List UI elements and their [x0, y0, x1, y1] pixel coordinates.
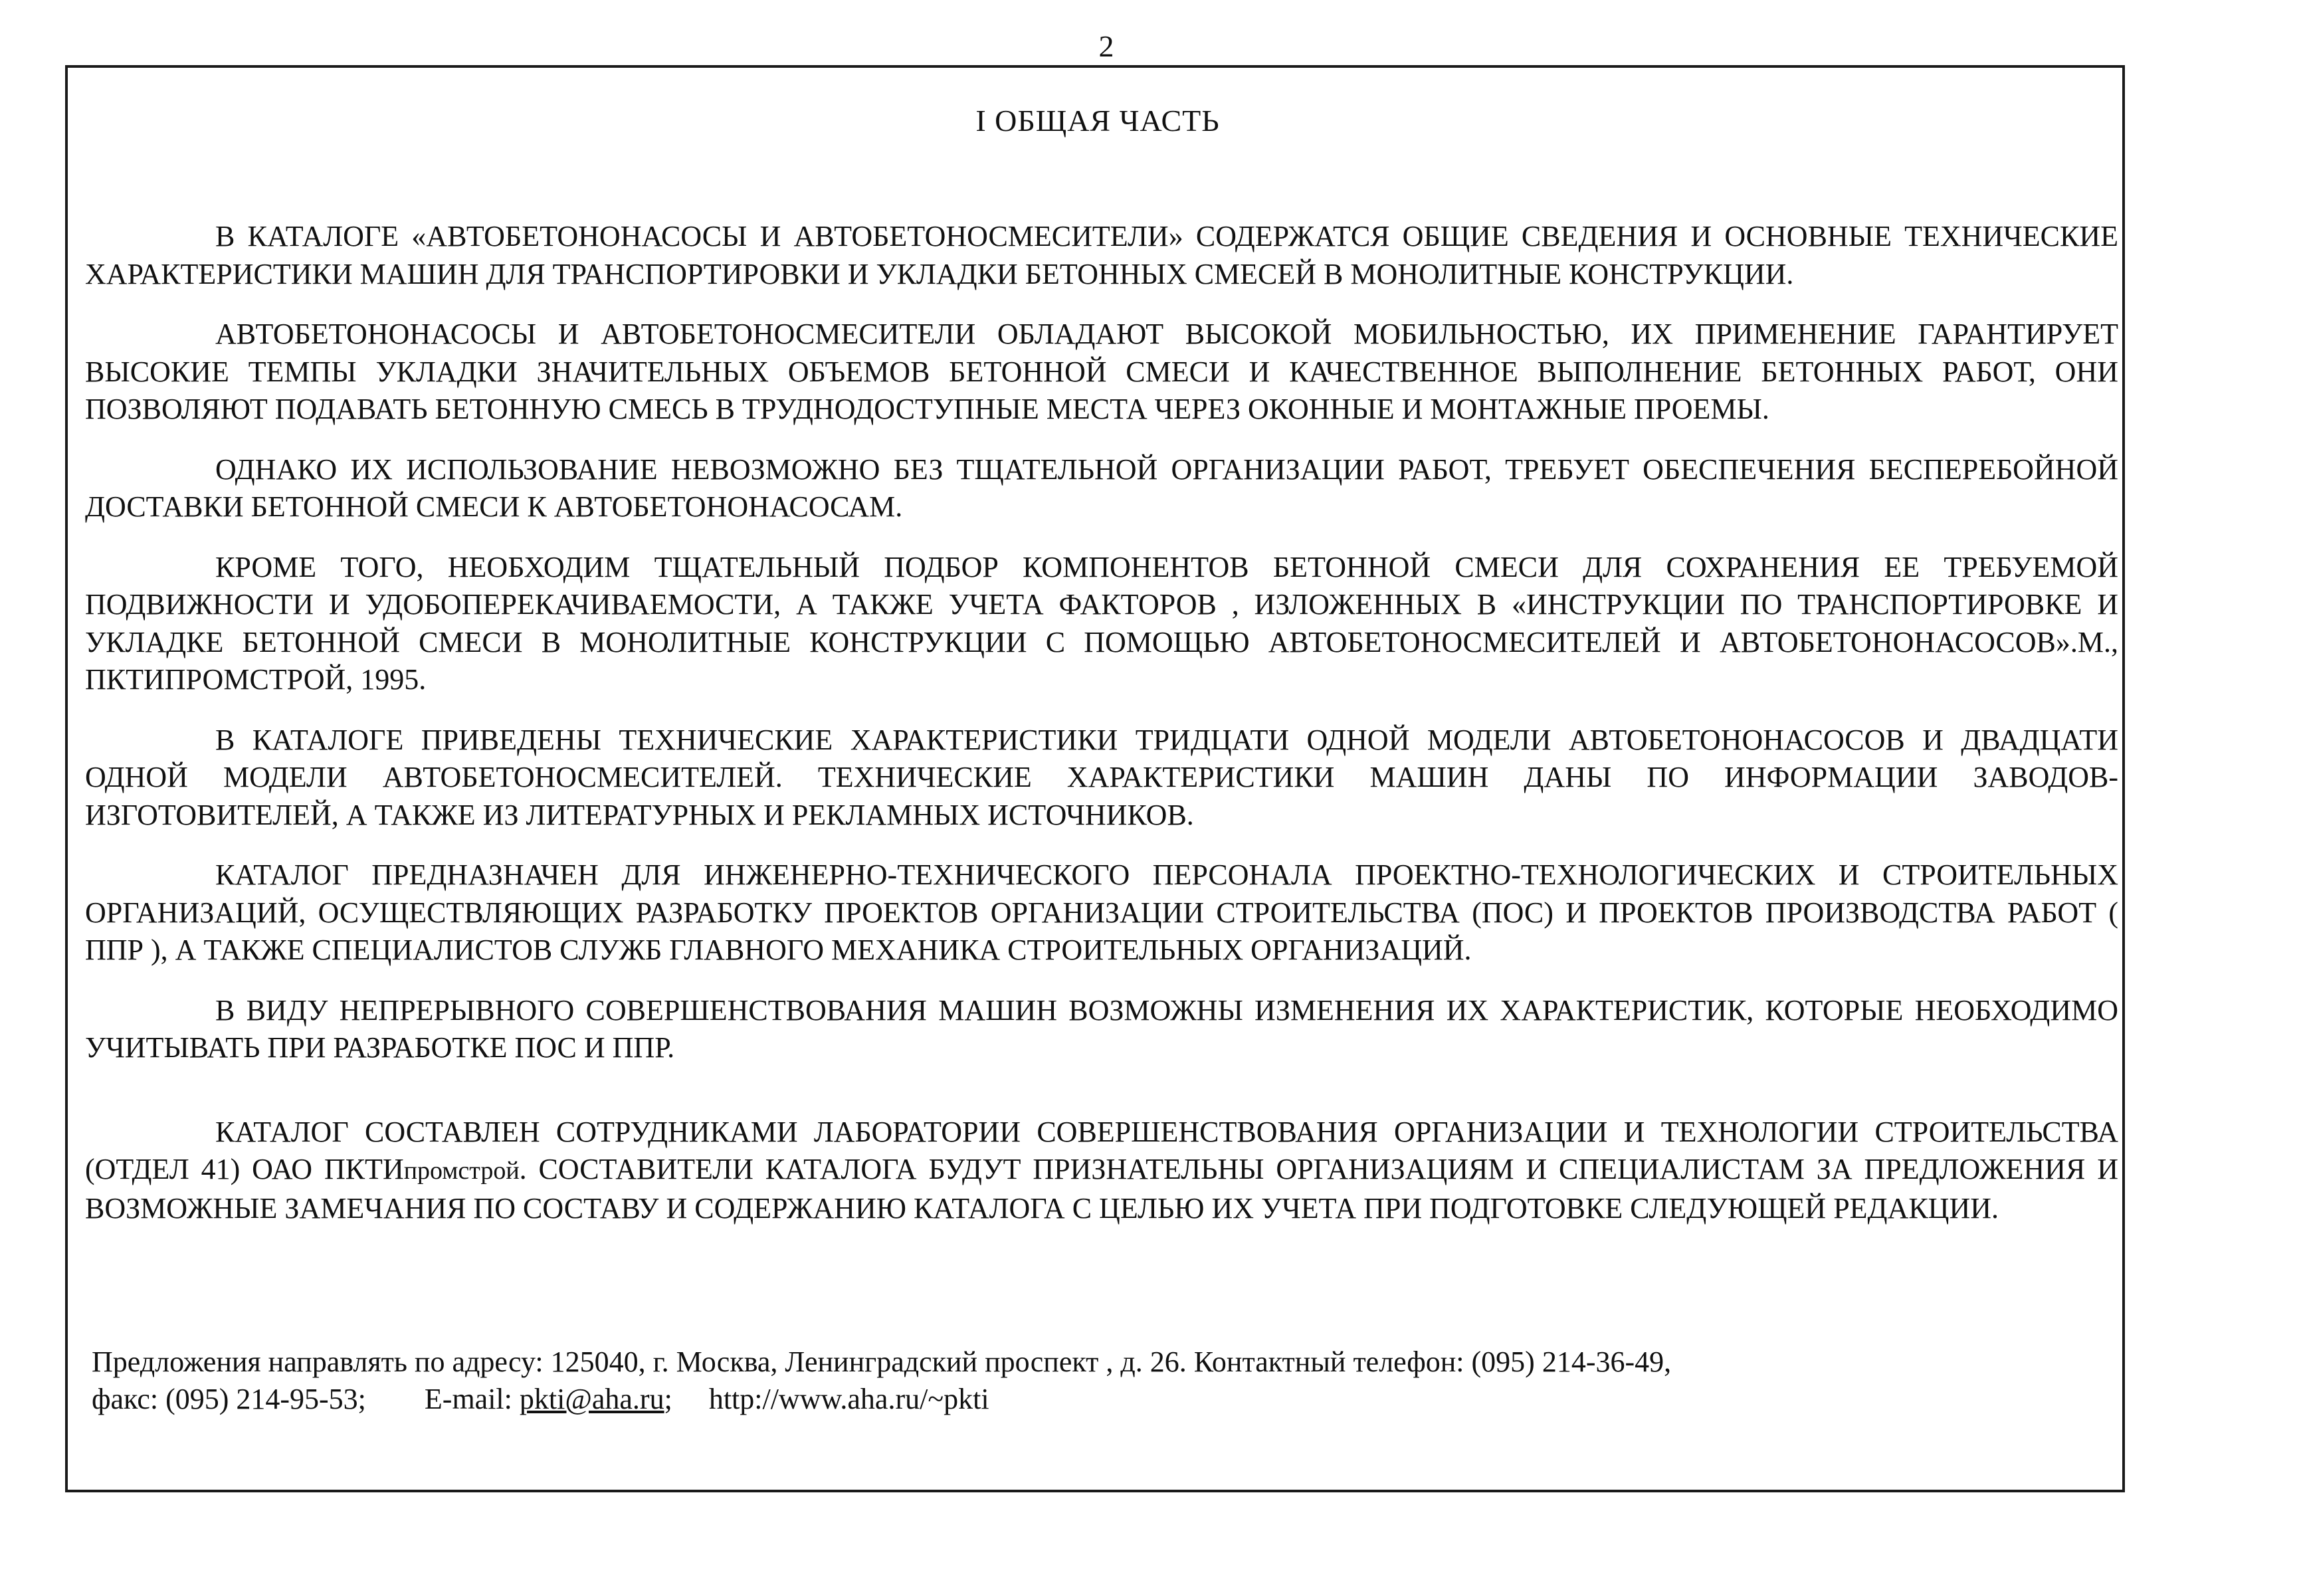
compilers-text-end: . СОСТАВИТЕЛИ КАТАЛОГА БУДУТ ПРИЗНАТЕЛЬНЫ ОРГАНИЗАЦИЯМ И СПЕЦИАЛИСТАМ ЗА ПРЕДЛОЖЕНИЯ И ВОЗМОЖНЫЕ ЗАМЕЧАНИЯ ПО СОСТАВУ И СОДЕРЖАНИЮ КАТАЛОГА С ЦЕЛЬЮ ИХ УЧЕТА ПРИ ПОДГОТОВКЕ СЛЕДУЮЩЕЙ РЕДАКЦИИ. — [85, 1153, 2118, 1225]
contact-email-separator: ; — [664, 1383, 672, 1415]
contact-email-link[interactable]: pkti@aha.ru — [519, 1383, 664, 1415]
compilers-text-start: КАТАЛОГ СОСТАВЛЕН СОТРУДНИКАМИ ЛАБОРАТОРИИ СОВЕРШЕНСТВОВАНИЯ ОРГАНИЗАЦИИ И ТЕХНОЛОГИИ СТРОИТЕЛЬСТВА (ОТДЕЛ 41) ОАО ПКТИ — [85, 1115, 2118, 1185]
page-frame — [65, 65, 2125, 1492]
contact-fax: факс: (095) 214-95-53; — [92, 1383, 366, 1415]
paragraph-catalog-contents: В КАТАЛОГЕ «АВТОБЕТОНОНАСОСЫ И АВТОБЕТОНОСМЕСИТЕЛИ» СОДЕРЖАТСЯ ОБЩИЕ СВЕДЕНИЯ И ОСНОВНЫЕ ТЕХНИЧЕСКИЕ ХАРАКТЕРИСТИКИ МАШИН ДЛЯ ТРАНСПОРТИРОВКИ И УКЛАДКИ БЕТОННЫХ СМЕСЕЙ В МОНОЛИТНЫЕ КОНСТРУКЦИИ. — [85, 220, 2118, 290]
contact-address-phone: Предложения направлять по адресу: 125040, г. Москва, Ленинградский проспект , д. 26. Контактный телефон: (095) 214-36-49, — [92, 1346, 1672, 1378]
paragraph-organization: ОДНАКО ИХ ИСПОЛЬЗОВАНИЕ НЕВОЗМОЖНО БЕЗ ТЩАТЕЛЬНОЙ ОРГАНИЗАЦИИ РАБОТ, ТРЕБУЕТ ОБЕСПЕЧЕНИЯ БЕСПЕРЕБОЙНОЙ ДОСТАВКИ БЕТОННОЙ СМЕСИ К АВТОБЕТОНОНАСОСАМ. — [85, 452, 2118, 523]
paragraph-audience: КАТАЛОГ ПРЕДНАЗНАЧЕН ДЛЯ ИНЖЕНЕРНО-ТЕХНИЧЕСКОГО ПЕРСОНАЛА ПРОЕКТНО-ТЕХНОЛОГИЧЕСКИХ И СТРОИТЕЛЬНЫХ ОРГАНИЗАЦИЙ, ОСУЩЕСТВЛЯЮЩИХ РАЗРАБОТКУ ПРОЕКТОВ ОРГАНИЗАЦИИ СТРОИТЕЛЬСТВА (ПОС) И ПРОЕКТОВ ПРОИЗВОДСТВА РАБОТ ( ППР ), А ТАКЖЕ СПЕЦИАЛИСТОВ СЛУЖБ ГЛАВНОГО МЕХАНИКА СТРОИТЕЛЬНЫХ ОРГАНИЗАЦИЙ. — [85, 858, 2118, 966]
contact-website-link[interactable]: http://www.aha.ru/~pkti — [708, 1383, 989, 1415]
compilers-text-small: промстрой — [403, 1157, 520, 1185]
contact-fax-email-url — [92, 1381, 2112, 1418]
paragraph-compilers — [85, 1114, 2118, 1228]
body-text — [85, 218, 2118, 1250]
contact-email-label: E-mail: — [424, 1383, 520, 1415]
section-title: I ОБЩАЯ ЧАСТЬ — [975, 104, 1220, 138]
paragraph-mix-selection: КРОМЕ ТОГО, НЕОБХОДИМ ТЩАТЕЛЬНЫЙ ПОДБОР КОМПОНЕНТОВ БЕТОННОЙ СМЕСИ ДЛЯ СОХРАНЕНИЯ ЕЕ ТРЕБУЕМОЙ ПОДВИЖНОСТИ И УДОБОПЕРЕКАЧИВАЕМОСТИ, А ТАКЖЕ УЧЕТА ФАКТОРОВ , ИЗЛОЖЕННЫХ В «ИНСТРУКЦИИ ПО ТРАНСПОРТИРОВКЕ И УКЛАДКЕ БЕТОННОЙ СМЕСИ В МОНОЛИТНЫЕ КОНСТРУКЦИИ С ПОМОЩЬЮ АВТОБЕТОНОСМЕСИТЕЛЕЙ И АВТОБЕТОНОНАСОСОВ».М., ПКТИПРОМСТРОЙ, 1995. — [85, 550, 2118, 696]
contact-block — [92, 1344, 2112, 1418]
paragraph-mobility: АВТОБЕТОНОНАСОСЫ И АВТОБЕТОНОСМЕСИТЕЛИ ОБЛАДАЮТ ВЫСОКОЙ МОБИЛЬНОСТЬЮ, ИХ ПРИМЕНЕНИЕ ГАРАНТИРУЕТ ВЫСОКИЕ ТЕМПЫ УКЛАДКИ ЗНАЧИТЕЛЬНЫХ ОБЪЕМОВ БЕТОННОЙ СМЕСИ И КАЧЕСТВЕННОЕ ВЫПОЛНЕНИЕ БЕТОННЫХ РАБОТ, ОНИ ПОЗВОЛЯЮТ ПОДАВАТЬ БЕТОННУЮ СМЕСЬ В ТРУДНОДОСТУПНЫЕ МЕСТА ЧЕРЕЗ ОКОННЫЕ И МОНТАЖНЫЕ ПРОЕМЫ. — [85, 318, 2118, 425]
paragraph-models-count: В КАТАЛОГЕ ПРИВЕДЕНЫ ТЕХНИЧЕСКИЕ ХАРАКТЕРИСТИКИ ТРИДЦАТИ ОДНОЙ МОДЕЛИ АВТОБЕТОНОНАСОСОВ И ДВАДЦАТИ ОДНОЙ МОДЕЛИ АВТОБЕТОНОСМЕСИТЕЛЕЙ. ТЕХНИЧЕСКИЕ ХАРАКТЕРИСТИКИ МАШИН ДАНЫ ПО ИНФОРМАЦИИ ЗАВОДОВ-ИЗГОТОВИТЕЛЕЙ, А ТАКЖЕ ИЗ ЛИТЕРАТУРНЫХ И РЕКЛАМНЫХ ИСТОЧНИКОВ. — [85, 723, 2118, 831]
paragraph-changes: В ВИДУ НЕПРЕРЫВНОГО СОВЕРШЕНСТВОВАНИЯ МАШИН ВОЗМОЖНЫ ИЗМЕНЕНИЯ ИХ ХАРАКТЕРИСТИК, КОТОРЫЕ НЕОБХОДИМО УЧИТЫВАТЬ ПРИ РАЗРАБОТКЕ ПОС И ППР. — [85, 993, 2118, 1064]
page-number: 2 — [1098, 29, 1114, 63]
